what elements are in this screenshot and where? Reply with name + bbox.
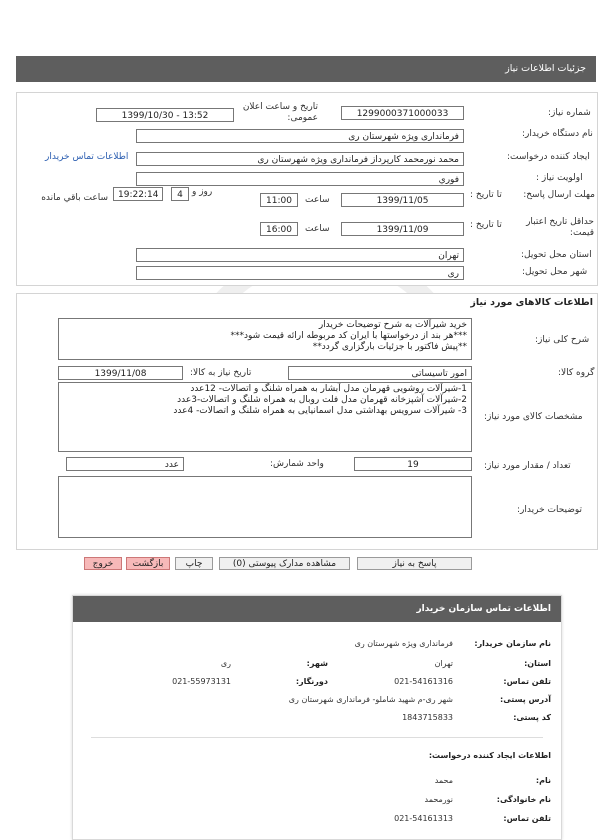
goods-section-title: اطلاعات کالاهای مورد نیاز — [470, 297, 593, 308]
creator-family-value: نورمحمد — [424, 795, 453, 804]
validity-date-field: 1399/11/09 — [341, 222, 464, 236]
buyer-notes-textarea — [58, 476, 472, 538]
priority-label: اولویت نیاز : — [536, 173, 583, 183]
validity-time-label: ساعت — [305, 224, 330, 234]
contact-postal-label: کد پستی: — [513, 713, 551, 722]
specs-label: مشخصات کالای مورد نیاز: — [484, 412, 583, 422]
contact-address-value: شهر ری-م شهید شاملو- فرمانداری شهرستان ری — [288, 695, 453, 704]
deadline-date-field: 1399/11/05 — [341, 193, 464, 207]
contact-city-label: شهر: — [306, 659, 328, 668]
buyer-contact-link[interactable]: اطلاعات تماس خریدار — [45, 152, 129, 162]
contact-org-label: نام سازمان خریدار: — [474, 639, 551, 648]
validity-label: حداقل تاریخ اعتبار قیمت: — [526, 217, 594, 238]
goods-date-field: 1399/11/08 — [58, 366, 183, 380]
exit-button[interactable]: خروج — [84, 557, 122, 570]
deadline-time-field: 11:00 — [260, 193, 298, 207]
goods-group-label: گروه کالا: — [558, 368, 595, 378]
creator-name-value: محمد — [434, 776, 453, 785]
city-label: شهر محل تحویل: — [522, 267, 588, 277]
contact-postal-value: 1843715833 — [402, 713, 453, 722]
creator-phone-value: 021-54161313 — [394, 814, 453, 823]
deadline-label: مهلت ارسال پاسخ: — [523, 190, 595, 200]
contact-city-value: ری — [220, 659, 231, 668]
specs-textarea: 1-شیرآلات روشویی قهرمان مدل آبشار به همراه شلنگ و اتصالات- 12عدد 2-شیرآلات آشپزخانه قهرمان مدل فلت روبال به همراه شلنگ و اتصالات-3عدد 3- شیرآلات سرویس بهداشتی مدل اسمانیایی به همراه شلنگ و اتصالات- 4عدد — [58, 382, 472, 452]
contact-province-value: تهران — [434, 659, 453, 668]
announce-label: تاریخ و ساعت اعلان عمومی: — [242, 102, 318, 123]
buyer-notes-label: توضیحات خریدار: — [517, 505, 583, 515]
back-button[interactable]: بازگشت — [126, 557, 170, 570]
creator-phone-label: تلفن تماس: — [503, 814, 551, 823]
contact-card-header — [73, 596, 561, 622]
city-field: ری — [136, 266, 464, 280]
unit-label: واحد شمارش: — [270, 459, 324, 469]
province-field: تهران — [136, 248, 464, 262]
goods-date-label: تاریخ نیاز به کالا: — [190, 368, 252, 378]
contact-card-title: اطلاعات تماس سازمان خریدار — [416, 604, 551, 614]
remaining-days-unit-label: روز و — [192, 187, 213, 197]
creator-info-title: اطلاعات ایجاد کننده درخواست: — [428, 751, 551, 760]
creator-label: ایجاد کننده درخواست: — [507, 152, 590, 162]
validity-to-date-label: تا تاریخ : — [470, 220, 502, 230]
contact-address-label: آدرس پستی: — [500, 695, 551, 704]
validity-time-field: 16:00 — [260, 222, 298, 236]
buyer-contact-card — [72, 595, 562, 840]
buyer-org-field: فرمانداری ویژه شهرستان ری — [136, 129, 464, 143]
quantity-field: 19 — [354, 457, 472, 471]
remaining-days-field: 4 — [171, 187, 189, 201]
remaining-time-field: 19:22:14 — [113, 187, 163, 201]
contact-fax-value: 021-55973131 — [172, 677, 231, 686]
page-title: جزئیات اطلاعات نیاز — [505, 63, 586, 74]
creator-name-label: نام: — [535, 776, 551, 785]
attachments-button[interactable]: مشاهده مدارک پیوستی (0) — [219, 557, 350, 570]
deadline-to-date-label: تا تاریخ : — [470, 190, 502, 200]
quantity-label: تعداد / مقدار مورد نیاز: — [484, 461, 571, 471]
remaining-label: ساعت باقي مانده — [41, 193, 108, 203]
goods-group-field: امور تاسیساتی — [288, 366, 472, 380]
priority-field: فوري — [136, 172, 464, 186]
need-number-label: شماره نیاز: — [548, 108, 591, 118]
unit-field: عدد — [66, 457, 184, 471]
reply-button[interactable]: پاسخ به نیاز — [357, 557, 472, 570]
contact-phone-value: 021-54161316 — [394, 677, 453, 686]
buyer-org-label: نام دستگاه خریدار: — [522, 129, 593, 139]
need-number-field: 1299000371000033 — [341, 106, 464, 120]
announce-field: 1399/10/30 - 13:52 — [96, 108, 234, 122]
print-button[interactable]: چاپ — [175, 557, 213, 570]
creator-field: محمد نورمحمد کارپرداز فرمانداری ویژه شهرستان ری — [136, 152, 464, 166]
contact-province-label: استان: — [524, 659, 551, 668]
contact-org-value: فرمانداری ویژه شهرستان ری — [354, 639, 453, 648]
province-label: استان محل تحویل: — [521, 250, 592, 260]
page-header — [16, 56, 596, 82]
deadline-time-label: ساعت — [305, 195, 330, 205]
contact-divider — [91, 737, 543, 738]
summary-textarea: خرید شیرآلات به شرح توضیحات خریدار ***هر بند از درخواستها با ایران کد مربوطه ارائه قیمت شود*** **پیش فاکتور با جزئیات بارگزاری گردد** — [58, 318, 472, 360]
summary-label: شرح کلی نیاز: — [535, 335, 590, 345]
contact-phone-label: تلفن تماس: — [503, 677, 551, 686]
contact-fax-label: دورنگار: — [295, 677, 328, 686]
creator-family-label: نام خانوادگی: — [496, 795, 551, 804]
